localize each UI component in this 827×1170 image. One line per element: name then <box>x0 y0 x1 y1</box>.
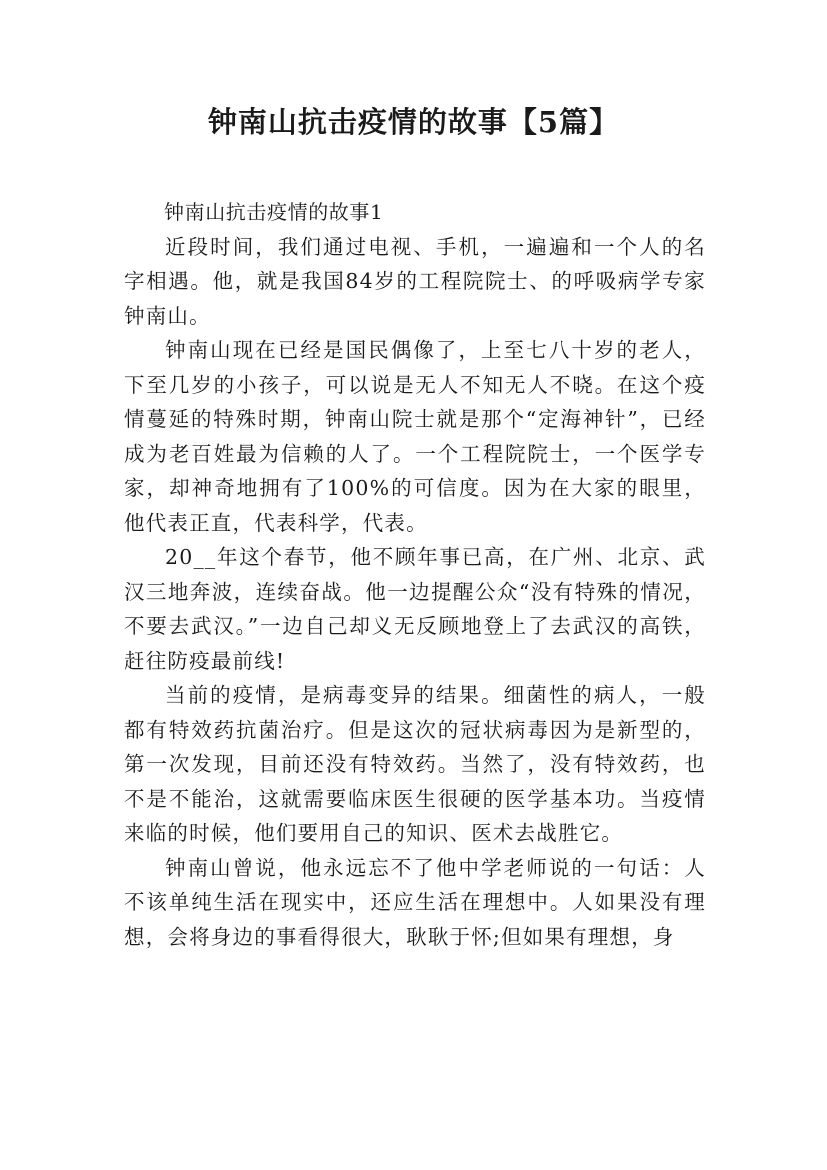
paragraph: 20__年这个春节，他不顾年事已高，在广州、北京、武汉三地奔波，连续奋战。他一边提醒公众“没有特殊的情况，不要去武汉。”一边自己却义无反顾地登上了去武汉的高铁，赶往防疫最前线! <box>124 545 706 673</box>
document-title: 钟南山抗击疫情的故事【5篇】 <box>207 105 620 139</box>
paragraph: 钟南山现在已经是国民偶像了，上至七八十岁的老人，下至几岁的小孩子，可以说是无人不知无人不晓。在这个疫情蔓延的特殊时期，钟南山院士就是那个“定海神针”，已经成为老百姓最为信赖的人了。一个工程院院士，一个医学专家，却神奇地拥有了100%的可信度。因为在大家的眼里，他代表正直，代表科学，代表。 <box>124 338 706 535</box>
section-heading: 钟南山抗击疫情的故事1 <box>164 200 384 224</box>
paragraph: 钟南山曾说，他永远忘不了他中学老师说的一句话：人不该单纯生活在现实中，还应生活在理想中。人如果没有理想，会将身边的事看得很大，耿耿于怀;但如果有理想，身 <box>124 855 706 949</box>
paragraph: 近段时间，我们通过电视、手机，一遍遍和一个人的名字相遇。他，就是我国84岁的工程院院士、的呼吸病学专家钟南山。 <box>124 234 706 328</box>
document-body <box>124 195 706 954</box>
paragraph: 当前的疫情，是病毒变异的结果。细菌性的病人，一般都有特效药抗菌治疗。但是这次的冠状病毒因为是新型的，第一次发现，目前还没有特效药。当然了，没有特效药，也不是不能治，这就需要临床医生很硬的医学基本功。当疫情来临的时候，他们要用自己的知识、医术去战胜它。 <box>124 683 706 845</box>
